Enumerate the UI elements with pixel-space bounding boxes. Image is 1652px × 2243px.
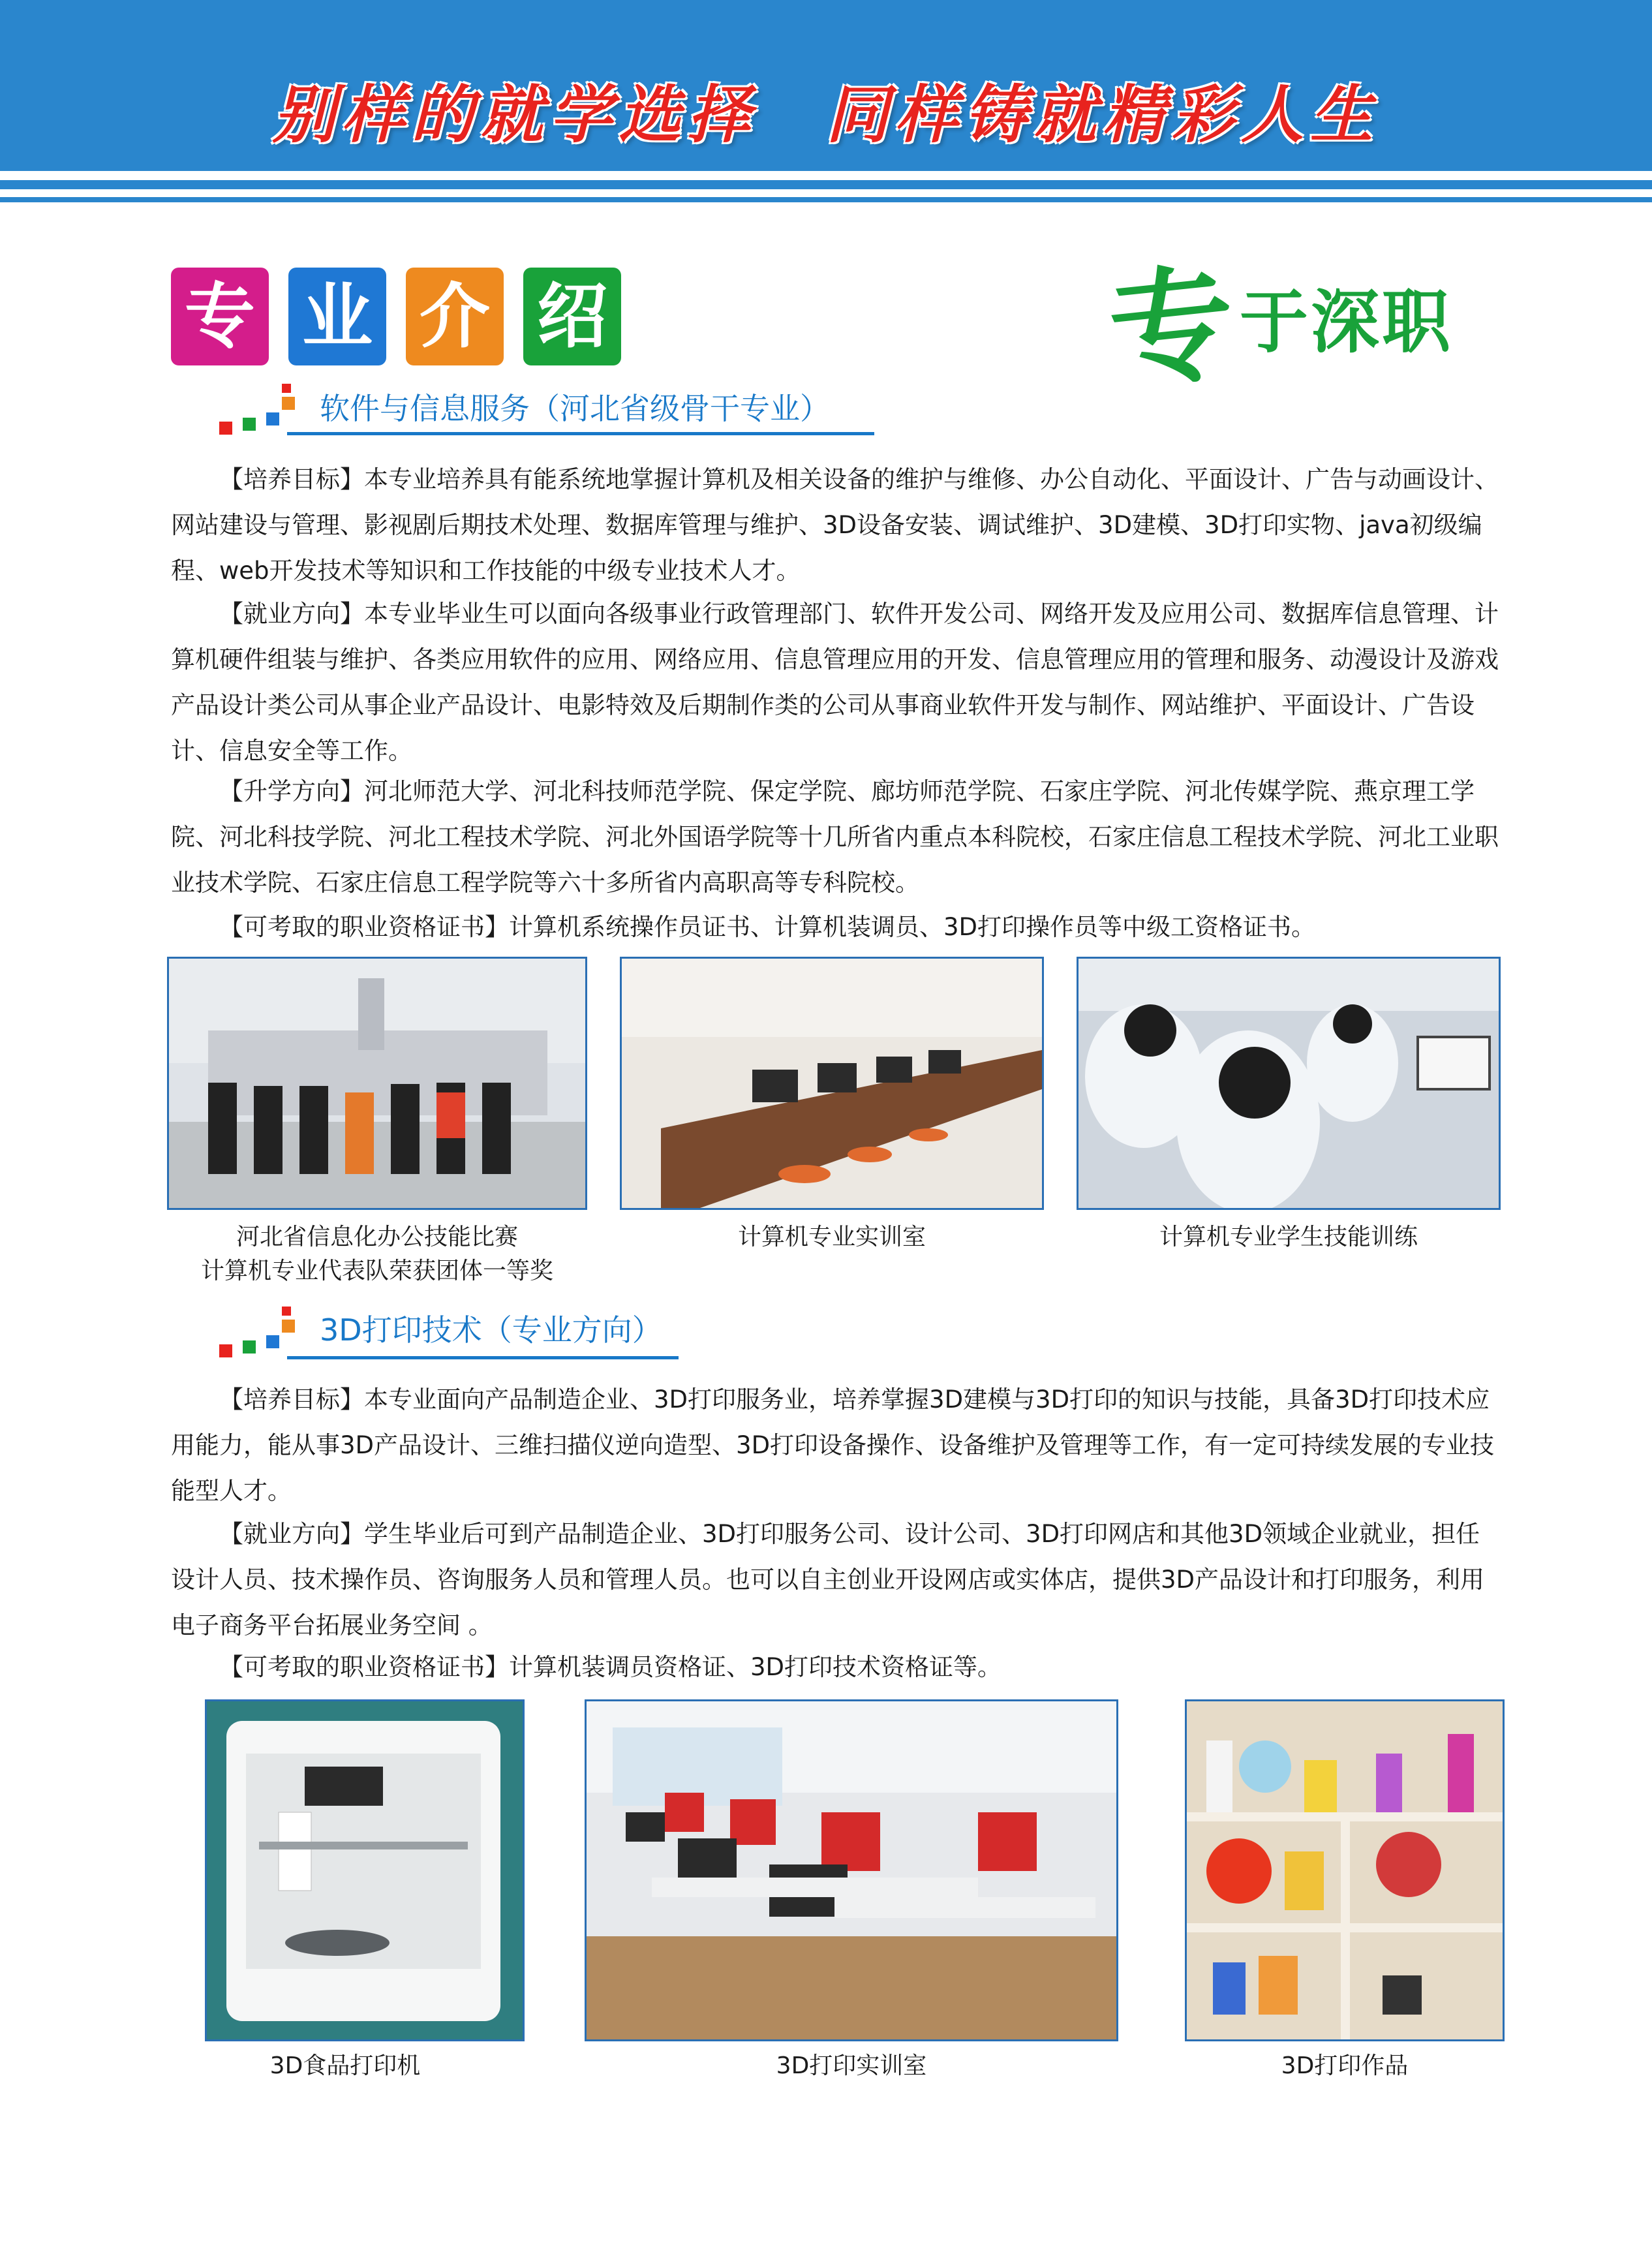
deco-square <box>219 1344 232 1357</box>
deco-square <box>282 384 291 393</box>
banner-stripe <box>0 197 1652 202</box>
label-tile: 介 <box>406 268 504 365</box>
section1-title: 软件与信息服务（河北省级骨干专业） <box>320 391 830 426</box>
caption-line: 计算机专业代表队荣获团体一等奖 <box>200 1258 553 1284</box>
section1-goal-paragraph: 【培养目标】本专业培养具有能系统地掌握计算机及相关设备的维护与维修、办公自动化、平面设计、广告与动画设计、网站建设与管理、影视剧后期技术处理、数据库管理与维护、3D设备安装、调试维护、3D建模、3D打印实物、java初级编程、web开发技术等知识和工作技能的中级专业技术人才。 <box>171 465 1499 585</box>
top-banner <box>0 0 1652 171</box>
banner-stripe <box>0 180 1652 189</box>
photo-computer-lab <box>620 957 1044 1210</box>
photo-3d-food-printer <box>205 1699 525 2041</box>
banner-title: 别样的就学选择 同样铸就精彩人生 <box>273 78 1379 151</box>
deco-square <box>243 418 256 431</box>
section2-goal-paragraph: 【培养目标】本专业面向产品制造企业、3D打印服务业，培养掌握3D建模与3D打印的知识与技能，具备3D打印技术应用能力，能从事3D产品设计、三维扫描仪逆向造型、3D打印设备操作、设备维护及管理等工作，有一定可持续发展的专业技能型人才。 <box>171 1385 1495 1505</box>
section2-title: 3D打印技术（专业方向） <box>320 1312 662 1348</box>
caption-3d-printing-lab: 3D打印实训室 <box>776 2052 927 2079</box>
caption-computer-lab: 计算机专业实训室 <box>737 1224 926 1250</box>
section1-certificate-paragraph: 【可考取的职业资格证书】计算机系统操作员证书、计算机装调员、3D打印操作员等中级工资格证书。 <box>219 913 1316 941</box>
photo-award-team <box>167 957 587 1210</box>
caption-3d-printed-works: 3D打印作品 <box>1281 2052 1409 2079</box>
caption-line: 河北省信息化办公技能比赛 <box>236 1224 518 1250</box>
section1-further-study-paragraph: 【升学方向】河北师范大学、河北科技师范学院、保定学院、廊坊师范学院、石家庄学院、河北传媒学院、燕京理工学院、河北科技学院、河北工程技术学院、河北外国语学院等十几所省内重点本科院校，石家庄信息工程技术学院、河北工业职业技术学院、石家庄信息工程学院等六十多所省内高职高等专科院校。 <box>171 777 1499 897</box>
section2-certificate-paragraph: 【可考取的职业资格证书】计算机装调员资格证、3D打印技术资格证等。 <box>219 1653 1002 1681</box>
caption-3d-food-printer: 3D食品打印机 <box>269 2052 421 2079</box>
deco-square <box>282 397 295 410</box>
deco-square <box>219 422 232 435</box>
section2-employment-paragraph: 【就业方向】学生毕业后可到产品制造企业、3D打印服务公司、设计公司、3D打印网店和其他3D领域企业就业，担任设计人员、技术操作员、咨询服务人员和管理人员。也可以自主创业开设网店或实体店，提供3D产品设计和打印服务，利用电子商务平台拓展业务空间 。 <box>171 1520 1485 1639</box>
section1-rule <box>287 432 874 435</box>
photo-3d-printed-works <box>1185 1699 1505 2041</box>
photo-student-training <box>1077 957 1501 1210</box>
section1-employment-paragraph: 【就业方向】本专业毕业生可以面向各级事业行政管理部门、软件开发公司、网络开发及应用公司、数据库信息管理、计算机硬件组装与维护、各类应用软件的应用、网络应用、信息管理应用的开发、信息管理应用的管理和服务、动漫设计及游戏产品设计类公司从事企业产品设计、电影特效及后期制作类的公司从事商业软件开发与制作、网站维护、平面设计、广告设计、信息安全等工作。 <box>171 600 1499 765</box>
photo-3d-printing-lab <box>585 1699 1118 2041</box>
caption-student-training: 计算机专业学生技能训练 <box>1159 1224 1418 1250</box>
label-tile: 绍 <box>523 268 621 365</box>
deco-square <box>266 412 279 425</box>
slogan-big-char: 专 <box>1103 248 1242 407</box>
label-tile: 业 <box>288 268 386 365</box>
section2-rule <box>287 1356 679 1359</box>
deco-square <box>282 1307 291 1316</box>
deco-square <box>282 1320 295 1333</box>
caption-award-team <box>167 1220 587 1288</box>
label-tile: 专 <box>171 268 269 365</box>
deco-square <box>266 1335 279 1348</box>
deco-square <box>243 1340 256 1354</box>
slogan-text: 于深职 <box>1240 281 1454 362</box>
